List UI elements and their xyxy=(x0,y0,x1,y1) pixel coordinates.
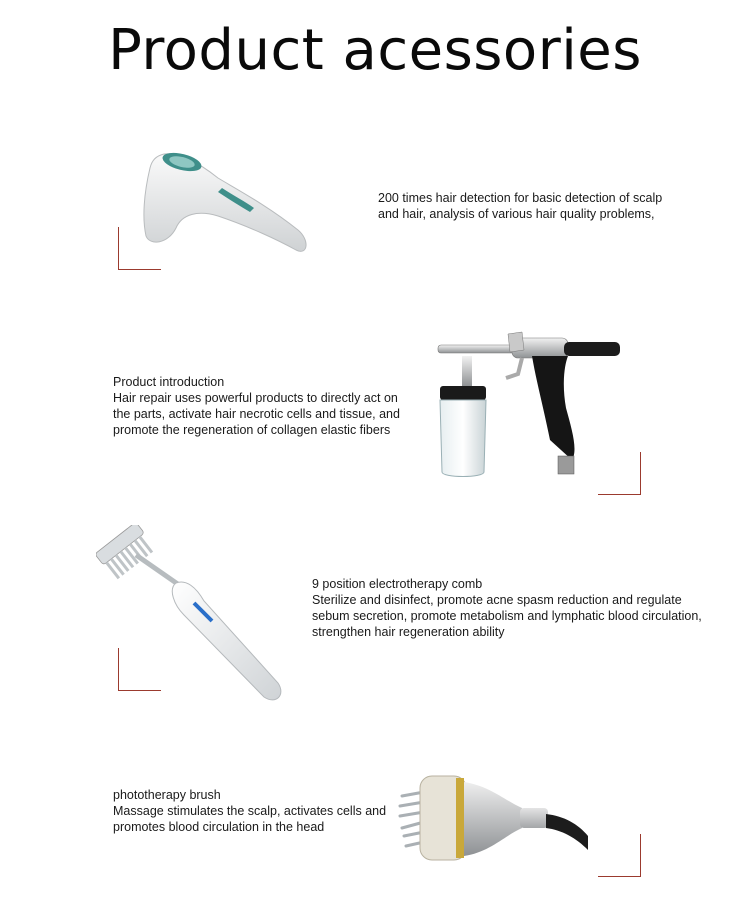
description-line: 9 position electrotherapy comb xyxy=(312,577,483,591)
page-title: Product acessories xyxy=(108,18,642,83)
description-line: promote the regeneration of collagen elastic fibers xyxy=(113,423,391,437)
corner-decoration xyxy=(118,648,161,691)
description-line: Hair repair uses powerful products to directly act on xyxy=(113,391,398,405)
product-description xyxy=(113,374,400,438)
description-line: 200 times hair detection for basic detection of scalp xyxy=(378,191,663,205)
description-line: Product introduction xyxy=(113,375,225,389)
description-line: strengthen hair regeneration ability xyxy=(312,625,505,639)
product-description xyxy=(312,576,702,640)
product-description xyxy=(378,190,662,222)
description-line: Massage stimulates the scalp, activates cells and xyxy=(113,804,387,818)
description-line: phototherapy brush xyxy=(113,788,221,802)
hair-detector-icon xyxy=(138,148,313,260)
corner-decoration xyxy=(598,452,641,495)
product-description xyxy=(113,787,386,835)
description-line: sebum secretion, promote metabolism and lymphatic blood circulation, xyxy=(312,609,702,623)
description-line: Sterilize and disinfect, promote acne spasm reduction and regulate xyxy=(312,593,682,607)
description-line: and hair, analysis of various hair quality problems, xyxy=(378,207,655,221)
corner-decoration xyxy=(598,834,641,877)
description-line: the parts, activate hair necrotic cells and tissue, and xyxy=(113,407,400,421)
description-line: promotes blood circulation in the head xyxy=(113,820,325,834)
phototherapy-brush-icon xyxy=(394,770,590,868)
